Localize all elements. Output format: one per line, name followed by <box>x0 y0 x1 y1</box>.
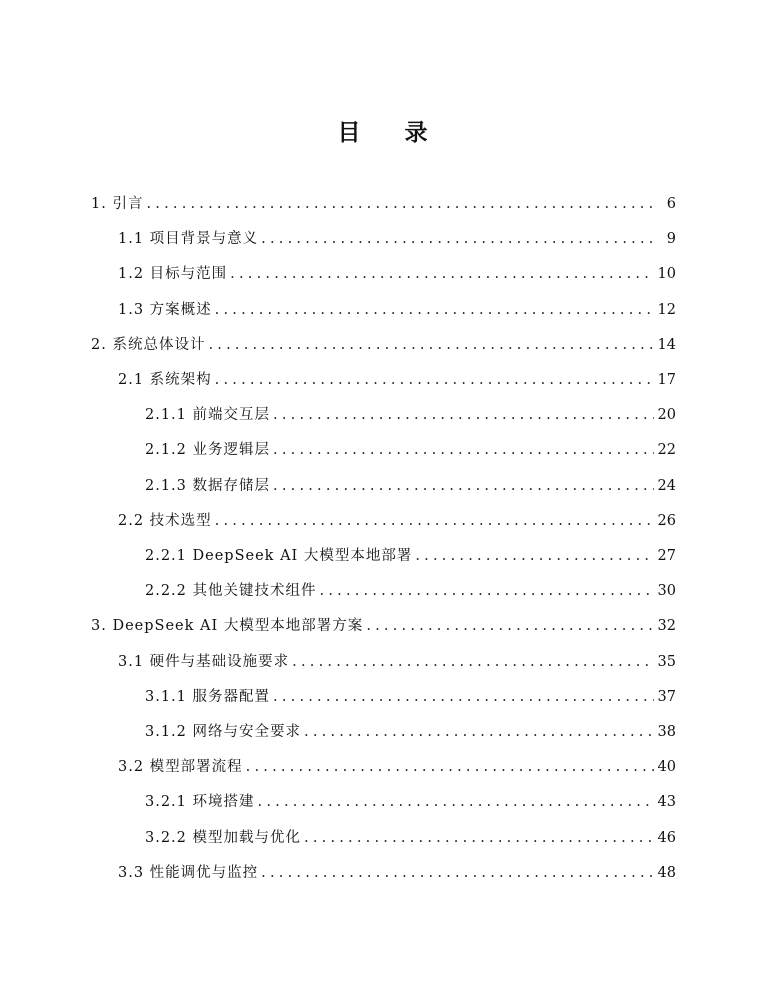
toc-entry-page-number: 32 <box>657 618 676 635</box>
toc-dot-leader <box>215 510 654 532</box>
toc-entry[interactable] <box>145 545 676 567</box>
toc-entry[interactable] <box>118 299 676 321</box>
toc-entry[interactable] <box>145 580 676 602</box>
toc-entry-label: 2. 系统总体设计 <box>91 336 206 353</box>
toc-entry[interactable] <box>118 510 676 532</box>
toc-dot-leader <box>261 228 656 250</box>
toc-dot-leader <box>273 404 654 426</box>
toc-entry[interactable] <box>91 615 676 637</box>
toc-entry-label: 3.1.1 服务器配置 <box>145 688 271 705</box>
toc-entry-page-number: 12 <box>657 301 676 318</box>
toc-dot-leader <box>273 686 654 708</box>
toc-dot-leader <box>292 651 653 673</box>
toc-entry-label: 3.2.2 模型加载与优化 <box>145 829 302 846</box>
toc-dot-leader <box>146 193 656 215</box>
page-title <box>0 114 765 147</box>
toc-entry-page-number: 46 <box>657 829 676 846</box>
toc-entry-page-number: 24 <box>657 477 676 494</box>
page-title-char: 目 <box>337 120 361 146</box>
toc-dot-leader <box>273 475 654 497</box>
toc-dot-leader <box>273 439 654 461</box>
toc-entry-label: 2.1.2 业务逻辑层 <box>145 442 271 459</box>
toc-entry[interactable] <box>118 862 676 884</box>
toc-entry[interactable] <box>145 439 676 461</box>
toc-entry-label: 2.2 技术选型 <box>118 512 212 529</box>
toc-entry-label: 3.3 性能调优与监控 <box>118 864 259 881</box>
toc-entry-page-number: 43 <box>657 794 676 811</box>
toc-entry-page-number: 30 <box>657 583 676 600</box>
toc-entry-label: 3.1 硬件与基础设施要求 <box>118 653 290 670</box>
toc-entry[interactable] <box>91 334 676 356</box>
toc-dot-leader <box>304 827 654 849</box>
toc-entry[interactable] <box>145 721 676 743</box>
toc-entry-page-number: 40 <box>657 759 676 776</box>
toc-entry[interactable] <box>145 791 676 813</box>
page-title-char: 录 <box>404 120 428 146</box>
toc-entry-page-number: 26 <box>657 512 676 529</box>
toc-dot-leader <box>415 545 653 567</box>
toc-entry-page-number: 6 <box>666 196 676 212</box>
toc-entry-label: 2.2.2 其他关键技术组件 <box>145 583 317 600</box>
toc-dot-leader <box>230 263 653 285</box>
toc-entry[interactable] <box>118 263 676 285</box>
toc-entry-page-number: 17 <box>657 372 676 388</box>
toc-entry-label: 1.3 方案概述 <box>118 301 212 318</box>
toc-entry[interactable] <box>118 228 676 250</box>
toc-entry[interactable] <box>145 827 676 849</box>
toc-dot-leader <box>304 721 654 743</box>
toc-entry[interactable] <box>118 651 676 673</box>
toc-entry[interactable] <box>145 686 676 708</box>
toc-dot-leader <box>215 299 654 321</box>
toc-dot-leader <box>246 756 654 778</box>
toc-entry[interactable] <box>118 369 676 391</box>
toc-entry-label: 2.1.3 数据存储层 <box>145 477 271 494</box>
toc-entry-page-number: 48 <box>657 864 676 881</box>
toc-entry-label: 2.1 系统架构 <box>118 372 212 388</box>
toc-entry-label: 1.1 项目背景与意义 <box>118 231 259 248</box>
toc-entry-page-number: 14 <box>657 336 676 353</box>
toc-dot-leader <box>215 369 654 391</box>
toc-entry[interactable] <box>118 756 676 778</box>
toc-entry-page-number: 35 <box>657 653 676 670</box>
toc-entry-page-number: 37 <box>657 688 676 705</box>
toc-entry-label: 1.2 目标与范围 <box>118 266 228 283</box>
toc-entry[interactable] <box>145 404 676 426</box>
toc-entry-label: 3.2.1 环境搭建 <box>145 794 255 811</box>
toc-entry-page-number: 20 <box>657 407 676 424</box>
toc-entry-label: 3.2 模型部署流程 <box>118 759 243 776</box>
toc-entry[interactable] <box>91 193 676 215</box>
toc-entry-label: 2.2.1 DeepSeek AI 大模型本地部署 <box>145 548 413 564</box>
toc-entry[interactable] <box>145 475 676 497</box>
toc-entry-page-number: 9 <box>666 231 676 248</box>
toc-dot-leader <box>261 862 653 884</box>
toc-dot-leader <box>258 791 654 813</box>
toc-dot-leader <box>366 615 653 637</box>
toc-entry-page-number: 27 <box>657 548 676 564</box>
toc-dot-leader <box>208 334 653 356</box>
toc-entry-label: 1. 引言 <box>91 196 144 212</box>
toc-entry-label: 2.1.1 前端交互层 <box>145 407 271 424</box>
toc-entry-page-number: 10 <box>657 266 676 283</box>
toc-entry-label: 3. DeepSeek AI 大模型本地部署方案 <box>91 618 364 635</box>
toc-entry-page-number: 38 <box>657 724 676 740</box>
toc-dot-leader <box>320 580 654 602</box>
toc-entry-label: 3.1.2 网络与安全要求 <box>145 724 302 740</box>
toc-entry-page-number: 22 <box>657 442 676 459</box>
